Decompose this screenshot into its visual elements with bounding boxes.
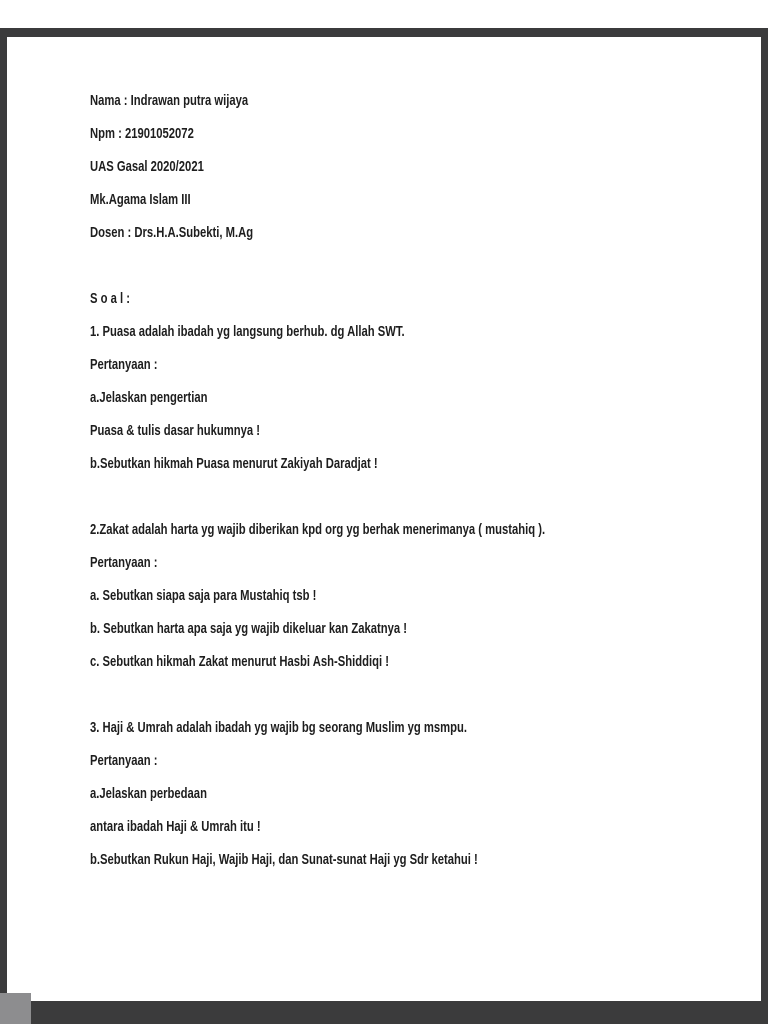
question-block-3 (90, 711, 758, 876)
question-line: Pertanyaan : (90, 752, 158, 769)
question-line: Pertanyaan : (90, 356, 158, 373)
question-line: b.Sebutkan hikmah Puasa menurut Zakiyah Daradjat ! (90, 455, 378, 472)
question-line: 2.Zakat adalah harta yg wajib diberikan kpd org yg berhak menerimanya ( mustahiq ). (90, 521, 546, 538)
viewer-corner-tile (0, 993, 31, 1024)
question-line: Puasa & tulis dasar hukumnya ! (90, 422, 261, 439)
question-line: 3. Haji & Umrah adalah ibadah yg wajib bg seorang Muslim yg msmpu. (90, 719, 467, 736)
question-line: c. Sebutkan hikmah Zakat menurut Hasbi Ash-Shiddiqi ! (90, 653, 390, 670)
question-line: a.Jelaskan pengertian (90, 389, 208, 406)
question-block-1 (90, 315, 758, 480)
header-line-npm: Npm : 21901052072 (90, 125, 194, 142)
question-line: b. Sebutkan harta apa saja yg wajib dikeluar kan Zakatnya ! (90, 620, 407, 637)
question-line: a.Jelaskan perbedaan (90, 785, 207, 802)
question-line: Pertanyaan : (90, 554, 158, 571)
question-block-2 (90, 513, 758, 678)
header-line-uas: UAS Gasal 2020/2021 (90, 158, 204, 175)
page-boundary-bottom (0, 1001, 768, 1024)
page-boundary-top (0, 28, 768, 37)
question-line: 1. Puasa adalah ibadah yg langsung berhub. dg Allah SWT. (90, 323, 405, 340)
page-boundary-right (761, 28, 768, 1024)
document-content (90, 84, 758, 876)
question-line: antara ibadah Haji & Umrah itu ! (90, 818, 261, 835)
soal-label: S o a l : (90, 290, 131, 307)
header-line-dosen: Dosen : Drs.H.A.Subekti, M.Ag (90, 224, 254, 241)
header-line-nama: Nama : Indrawan putra wijaya (90, 92, 249, 109)
header-line-mk: Mk.Agama Islam III (90, 191, 191, 208)
question-line: a. Sebutkan siapa saja para Mustahiq tsb ! (90, 587, 317, 604)
page-boundary-left (0, 28, 7, 1024)
header-block (90, 84, 758, 249)
question-line: b.Sebutkan Rukun Haji, Wajib Haji, dan Sunat-sunat Haji yg Sdr ketahui ! (90, 851, 478, 868)
